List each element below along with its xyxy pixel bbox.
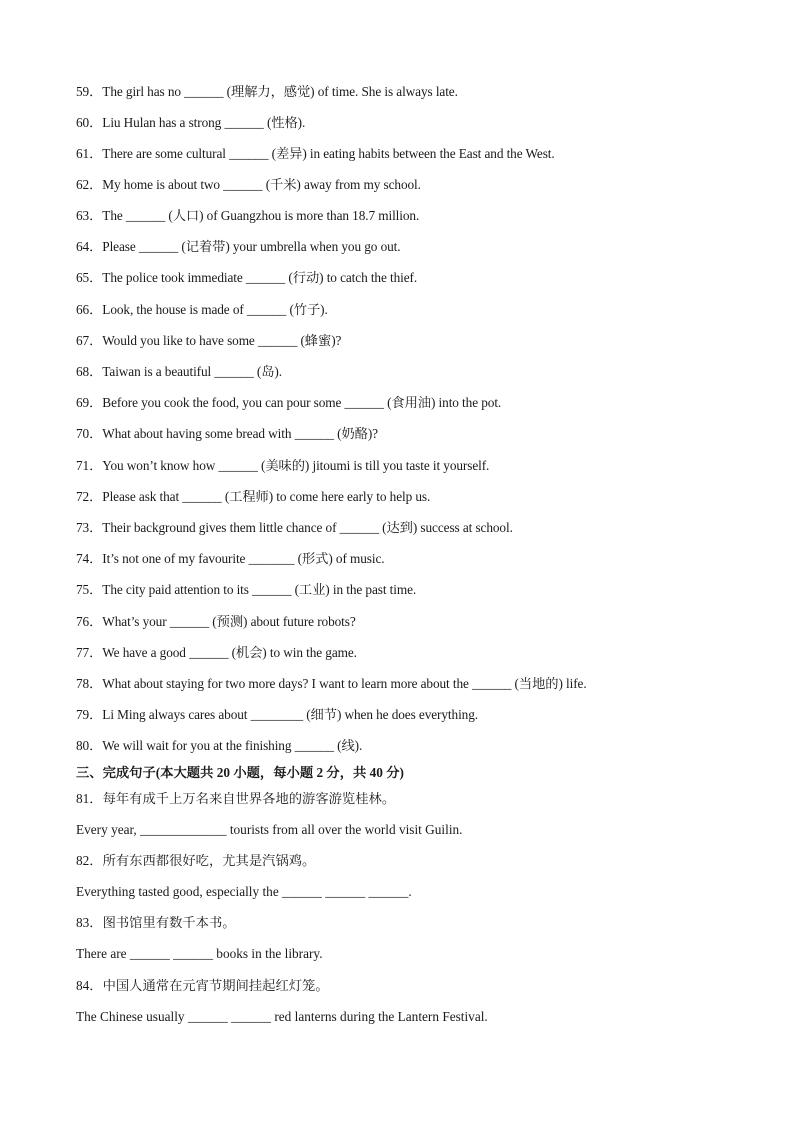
question-71: 71．You won’t know how ______ (美味的) jitoumi is till you taste it yourself. <box>76 458 490 473</box>
question-62: 62．My home is about two ______ (千米) away from my school. <box>76 177 421 192</box>
question-64: 64．Please ______ (记着带) your umbrella when you go out. <box>76 239 401 254</box>
sentence-81-english: Every year, _____________ tourists from all over the world visit Guilin. <box>76 822 463 837</box>
question-70: 70．What about having some bread with ______ (奶酪)? <box>76 426 378 441</box>
sentence-84-english: The Chinese usually ______ ______ red lanterns during the Lantern Festival. <box>76 1009 488 1024</box>
question-68: 68．Taiwan is a beautiful ______ (岛). <box>76 364 282 379</box>
question-76: 76．What’s your ______ (预测) about future robots? <box>76 614 356 629</box>
sentence-83-english: There are ______ ______ books in the library. <box>76 946 323 961</box>
question-60: 60．Liu Hulan has a strong ______ (性格). <box>76 115 306 130</box>
question-63: 63．The ______ (人口) of Guangzhou is more than 18.7 million. <box>76 208 420 223</box>
question-79: 79．Li Ming always cares about ________ (细节) when he does everything. <box>76 707 478 722</box>
sentence-82-english: Everything tasted good, especially the ______ ______ ______. <box>76 884 412 899</box>
sentence-81-chinese: 81．每年有成千上万名来自世界各地的游客游览桂林。 <box>76 791 396 806</box>
question-80: 80．We will wait for you at the finishing ______ (线). <box>76 738 363 753</box>
question-69: 69．Before you cook the food, you can pour some ______ (食用油) into the pot. <box>76 395 502 410</box>
question-77: 77．We have a good ______ (机会) to win the game. <box>76 645 357 660</box>
question-59: 59．The girl has no ______ (理解力，感觉) of time. She is always late. <box>76 84 458 99</box>
question-74: 74．It’s not one of my favourite _______ (形式) of music. <box>76 551 385 566</box>
sentence-82-chinese: 82．所有东西都很好吃，尤其是汽锅鸡。 <box>76 853 316 868</box>
question-75: 75．The city paid attention to its ______ (工业) in the past time. <box>76 582 417 597</box>
sentence-84-chinese: 84．中国人通常在元宵节期间挂起红灯笼。 <box>76 978 329 993</box>
question-67: 67．Would you like to have some ______ (蜂蜜)? <box>76 333 342 348</box>
sentence-83-chinese: 83．图书馆里有数千本书。 <box>76 915 236 930</box>
question-65: 65．The police took immediate ______ (行动) to catch the thief. <box>76 270 418 285</box>
question-72: 72．Please ask that ______ (工程师) to come here early to help us. <box>76 489 431 504</box>
question-73: 73．Their background gives them little chance of ______ (达到) success at school. <box>76 520 513 535</box>
question-66: 66．Look, the house is made of ______ (竹子). <box>76 302 328 317</box>
section-3-heading: 三、完成句子(本大题共 20 小题，每小题 2 分，共 40 分) <box>76 765 404 780</box>
question-61: 61．There are some cultural ______ (差异) in eating habits between the East and the West. <box>76 146 555 161</box>
question-78: 78．What about staying for two more days? I want to learn more about the ______ (当地的) life. <box>76 676 587 691</box>
